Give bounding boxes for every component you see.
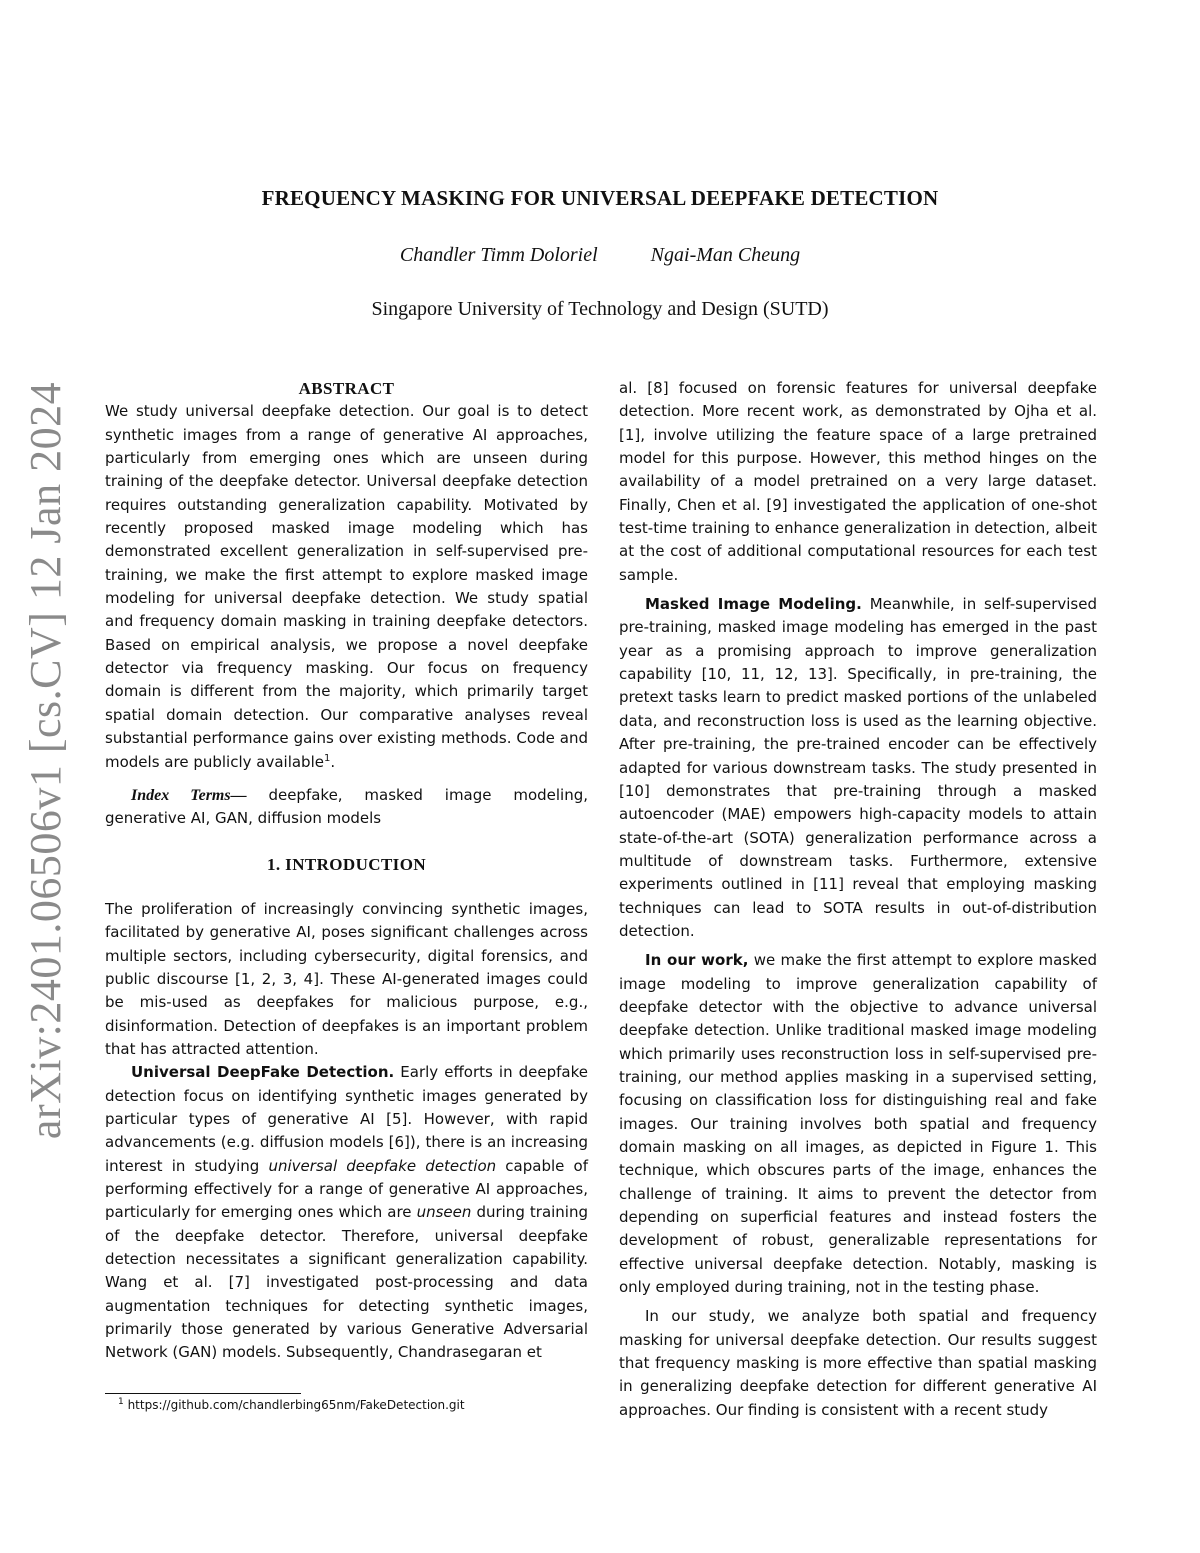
intro-paragraph: Universal DeepFake Detection. Early efforts in deepfake detection focus on identifying synthetic images generated by particular types of generative AI [5]. However, with rapid advancements (e.g. diffusion models [6]), there is an increasing interest in studying universal deepfake detection capable of performing effectively for a range of generative AI approaches, particularly for emerging ones which are unseen during training of the deepfake detector. Therefore, universal deepfake detection necessitates a significant generalization capability. Wang et al. [7] investigated post-processing and data augmentation techniques for detecting synthetic images, primarily those generated by various Generative Adversarial Network (GAN) models. Subsequently, Chandrasegaran et [105, 1063, 589, 1362]
arxiv-identifier-stamp [21, 381, 71, 1139]
author-list [0, 244, 1200, 267]
footnote-rule [105, 1393, 301, 1394]
index-terms-label: Index Terms— [131, 786, 247, 804]
left-column [105, 377, 588, 1365]
author-name: Ngai-Man Cheung [650, 244, 801, 266]
right-column [619, 377, 1097, 1422]
footnote-link[interactable]: https://github.com/chandlerbing65nm/FakeDetection.git [127, 1398, 465, 1412]
author-name: Chandler Timm Doloriel [399, 244, 598, 266]
intro-paragraph: al. [8] focused on forensic features for universal deepfake detection. More recent work, as demonstrated by Ojha et al. [1], involve utilizing the feature space of a large pretrained model for this purpose. However, this method hinges on the availability of a model pretrained on a very large dataset. Finally, Chen et al. [9] investigated the application of one-shot test-time training to enhance generalization in detection, albeit at the cost of additional computational resources for each test sample. [619, 379, 1097, 584]
arxiv-identifier-text: arXiv:2401.06506v1 [cs.CV] 12 Jan 2024 [21, 381, 71, 1139]
intro-paragraph: In our work, we make the first attempt to explore masked image modeling to improve generalization capability of deepfake detector with the objective to advance universal deepfake detection. Unlike traditional masked image modeling which primarily uses reconstruction loss in self-supervised pre-training, our method applies masking in a supervised setting, focusing on classification loss for distinguishing real and fake images. Our training involves both spatial and frequency domain masking on all images, as depicted in Figure 1. This technique, which obscures parts of the image, enhances the challenge of training. It aims to prevent the detector from depending on superficial features and instead fosters the development of robust, generalizable representations for effective universal deepfake detection. Notably, masking is only employed during training, not in the testing phase. [619, 951, 1097, 1297]
abstract-body: We study universal deepfake detection. Our goal is to detect synthetic images from a range of generative AI approaches, particularly from emerging ones which are unseen during training of the deepfake detector. Universal deepfake detection requires outstanding generalization capability. Motivated by recently proposed masked image modeling which has demonstrated excellent generalization in self-supervised pre-training, we make the first attempt to explore masked image modeling for universal deepfake detection. We study spatial and frequency domain masking in training deepfake detectors. Based on empirical analysis, we propose a novel deepfake detector via frequency masking. Our focus on frequency domain is different from the majority, which primarily target spatial domain detection. Our comparative analyses reveal substantial performance gains over existing methods. Code and models are publicly available$^1$. [105, 402, 588, 771]
intro-paragraph: Masked Image Modeling. Meanwhile, in self-supervised pre-training, masked image modeling has emerged in the past year as a promising approach to improve generalization capability [10, 11, 12, 13]. Specifically, in pre-training, the pretext tasks learn to predict masked portions of the unlabeled data, and reconstruction loss is used as the learning objective. After pre-training, the pre-trained encoder can be effectively adapted for various downstream tasks. The study presented in [10] demonstrates that pre-training through a masked autoencoder (MAE) empowers high-capacity models to attain state-of-the-art (SOTA) generalization performance across a multitude of downstream tasks. Furthermore, extensive experiments outlined in [11] reveal that employing masking techniques can lead to SOTA results in out-of-distribution detection. [619, 595, 1097, 940]
introduction-heading: 1. INTRODUCTION [266, 854, 427, 874]
intro-paragraph: In our study, we analyze both spatial and frequency masking for universal deepfake detection. Our results suggest that frequency masking is more effective than spatial masking in generalizing deepfake detection for different generative AI approaches. Our finding is consistent with a recent study [619, 1307, 1097, 1419]
intro-paragraph: The proliferation of increasingly convincing synthetic images, facilitated by generative AI, poses significant challenges across multiple sectors, including cybersecurity, digital forensics, and public discourse [1, 2, 3, 4]. These AI-generated images could be mis-used as deepfakes for malicious purpose, e.g., disinformation. Detection of deepfakes is an important problem that has attracted attention. [105, 899, 588, 1058]
affiliation: Singapore University of Technology and Design (SUTD) [371, 298, 829, 320]
abstract-heading: ABSTRACT [298, 379, 395, 398]
paper-title: FREQUENCY MASKING FOR UNIVERSAL DEEPFAKE DETECTION [261, 186, 939, 210]
footnote: $^1$ https://github.com/chandlerbing65nm/FakeDetection.git [118, 1397, 465, 1412]
index-terms: Index Terms— deepfake, masked image modeling, generative AI, GAN, diffusion models [105, 785, 589, 828]
footnote-marker: 1 [323, 752, 331, 764]
